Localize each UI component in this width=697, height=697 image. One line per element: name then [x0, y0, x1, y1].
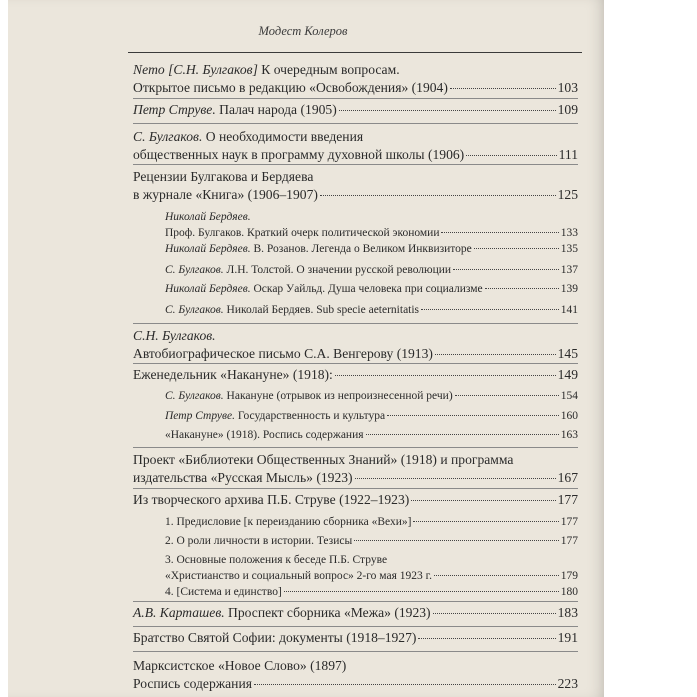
separator: [133, 488, 578, 489]
toc-entry: [133, 491, 578, 509]
entry-author: Петр Струве.: [165, 410, 235, 422]
entry-author: Николай Бердяев.: [165, 211, 251, 223]
page-number: 149: [557, 367, 578, 382]
entry-author: С. Булгаков.: [133, 129, 203, 144]
leader-dots: [450, 88, 556, 89]
leader-dots: [366, 434, 559, 435]
page-number: 177: [560, 516, 578, 528]
toc-subentry: [165, 281, 578, 297]
entry-title: 4. [Система и единство]: [165, 586, 282, 598]
entry-title-cont: Открытое письмо в редакцию «Освобождения» (1904): [133, 79, 448, 95]
entry-title-cont: Роспись содержания: [133, 675, 252, 691]
leader-dots: [485, 288, 559, 289]
page-number: 167: [557, 469, 578, 485]
background-margin: [604, 0, 697, 697]
entry-author: Николай Бердяев.: [165, 243, 251, 255]
entry-title: Марксистское «Новое Слово» (1897): [133, 658, 347, 673]
entry-author: С.Н. Булгаков.: [133, 328, 216, 343]
separator: [133, 363, 578, 364]
toc-subentry: [165, 533, 578, 549]
entry-title: Оскар Уайльд. Душа человека при социализме: [253, 283, 483, 295]
page-number: 163: [560, 429, 578, 441]
page-number: 177: [560, 535, 578, 547]
entry-title: «Накануне» (1918). Роспись содержания: [165, 429, 364, 441]
toc-entry: [133, 101, 578, 119]
book-page: [8, 0, 604, 697]
toc-entry: [133, 604, 578, 622]
toc-entry: [133, 366, 578, 384]
toc-entry: [133, 657, 578, 692]
entry-title: Рецензии Булгакова и Бердяева: [133, 169, 314, 184]
toc-subentry: [165, 514, 578, 530]
leader-dots: [339, 110, 556, 111]
entry-title: В. Розанов. Легенда о Великом Инквизиторе: [253, 243, 472, 255]
entry-title: Палач народа (1905): [219, 102, 337, 117]
page-number: 103: [557, 79, 578, 95]
entry-title: Автобиографическое письмо С.А. Венгерову (1913): [133, 345, 433, 361]
toc-entry: [133, 451, 578, 486]
entry-author: С. Булгаков.: [165, 390, 224, 402]
page-number: 135: [560, 243, 578, 255]
toc-subentry: [165, 427, 578, 443]
entry-author: С. Булгаков.: [165, 264, 224, 276]
entry-author: С. Булгаков.: [165, 304, 224, 316]
leader-dots: [466, 155, 556, 156]
leader-dots: [453, 269, 559, 270]
leader-dots: [435, 354, 556, 355]
leader-dots: [413, 521, 558, 522]
toc-subentry: [165, 388, 578, 404]
leader-dots: [441, 232, 558, 233]
separator: [133, 323, 578, 324]
page-number: 145: [557, 345, 578, 361]
entry-title: Братство Святой Софии: документы (1918–1927): [133, 630, 417, 645]
leader-dots: [411, 500, 555, 501]
separator: [133, 601, 578, 602]
page-number: 109: [557, 102, 578, 117]
entry-title-cont: «Христианство и социальный вопрос» 2-го мая 1923 г.: [165, 570, 432, 582]
entry-title-cont: общественных наук в программу духовной школы (1906): [133, 146, 465, 162]
entry-title: Государственность и культура: [237, 410, 386, 422]
entry-title: 1. Предисловие [к переизданию сборника «Вехи»]: [165, 516, 412, 528]
entry-author: Nemo [С.Н. Булгаков]: [133, 62, 258, 77]
page-number: 133: [560, 227, 578, 239]
toc-entry: [133, 629, 578, 647]
entry-title: Проф. Булгаков. Краткий очерк политической экономии: [165, 227, 440, 239]
separator: [133, 447, 578, 448]
entry-author: Петр Струве.: [133, 102, 216, 117]
separator: [133, 123, 578, 124]
entry-title: Л.Н. Толстой. О значении русской революции: [226, 264, 452, 276]
leader-dots: [474, 248, 559, 249]
entry-title: Накануне (отрывок из непроизнесенной речи): [226, 390, 453, 402]
leader-dots: [387, 415, 559, 416]
toc-subentry: [165, 241, 578, 257]
leader-dots: [354, 540, 559, 541]
toc-subentry: [165, 584, 578, 600]
entry-title: 3. Основные положения к беседе П.Б. Струве: [165, 554, 388, 566]
leader-dots: [421, 309, 559, 310]
entry-title: Николай Бердяев. Sub specie aeternitatis: [226, 304, 420, 316]
leader-dots: [455, 395, 559, 396]
entry-title: О необходимости введения: [205, 129, 364, 144]
separator: [133, 164, 578, 165]
entry-title: К очередным вопросам.: [261, 62, 400, 77]
leader-dots: [284, 591, 559, 592]
toc-subentry: [165, 552, 578, 584]
toc-entry: [133, 327, 578, 362]
leader-dots: [254, 684, 556, 685]
page-number: 154: [560, 390, 578, 402]
entry-title-cont: в журнале «Книга» (1906–1907): [133, 186, 318, 202]
page-number: 180: [560, 586, 578, 598]
entry-title: 2. О роли личности в истории. Тезисы: [165, 535, 353, 547]
page-number: 183: [557, 605, 578, 620]
page-number: 223: [557, 675, 578, 691]
page-number: 160: [560, 410, 578, 422]
toc-entry: [133, 168, 578, 203]
toc-subentry: [165, 262, 578, 278]
separator: [133, 98, 578, 99]
page-number: 139: [560, 283, 578, 295]
page-number: 191: [557, 630, 578, 645]
separator: [133, 626, 578, 627]
header-rule: [128, 52, 582, 53]
leader-dots: [434, 575, 559, 576]
entry-author: А.В. Карташев.: [133, 605, 225, 620]
page-number: 125: [557, 186, 578, 202]
separator: [133, 651, 578, 652]
toc-subentry: [165, 302, 578, 318]
page-number: 111: [558, 146, 578, 162]
page-number: 177: [557, 492, 578, 507]
toc-subentry: [165, 209, 578, 241]
page-number: 141: [560, 304, 578, 316]
entry-title: Из творческого архива П.Б. Струве (1922–1923): [133, 492, 410, 507]
leader-dots: [433, 613, 556, 614]
entry-title: Проспект сборника «Межа» (1923): [228, 605, 431, 620]
entry-title: Еженедельник «Накануне» (1918):: [133, 367, 333, 382]
toc-entry: [133, 128, 578, 163]
entry-title: Проект «Библиотеки Общественных Знаний» (1918) и программа: [133, 452, 514, 467]
page-number: 179: [560, 570, 578, 582]
toc-subentry: [165, 408, 578, 424]
entry-author: Николай Бердяев.: [165, 283, 251, 295]
leader-dots: [418, 638, 555, 639]
page-number: 137: [560, 264, 578, 276]
toc-entry: [133, 61, 578, 96]
leader-dots: [335, 375, 556, 376]
leader-dots: [355, 478, 556, 479]
running-header: Модест Колеров: [258, 24, 348, 38]
entry-title-cont: издательства «Русская Мысль» (1923): [133, 469, 353, 485]
leader-dots: [320, 195, 556, 196]
